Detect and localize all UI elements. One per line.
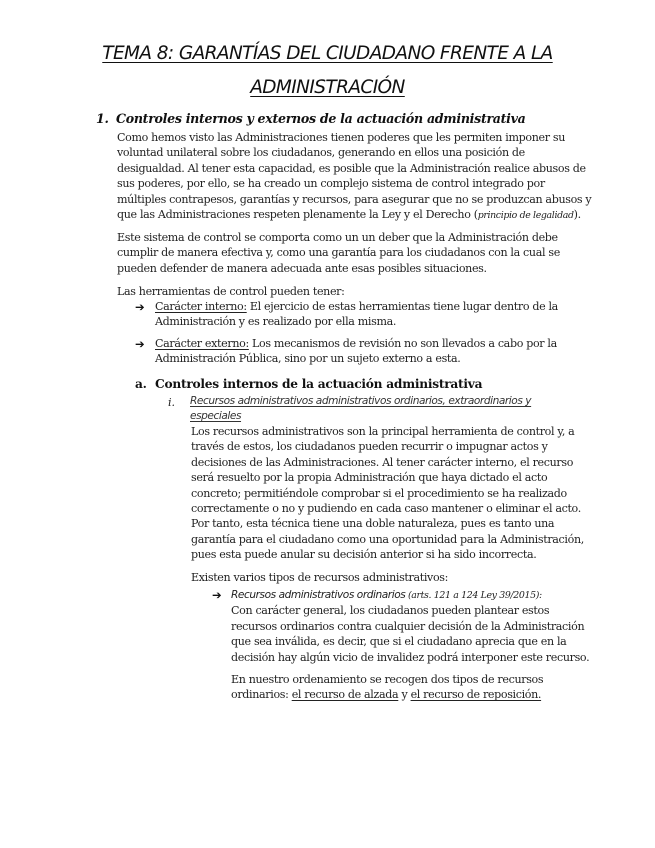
paragraph-2-line: Este sistema de control se comporta como un un deber que la Administración debe [117, 231, 558, 244]
subsection-a-heading [135, 377, 482, 391]
item-i-title-line-2: especiales [190, 410, 242, 423]
bullet-external [155, 336, 557, 367]
bullet-external-line-2: Administración Pública, sino por un sujeto externo a esta. [155, 352, 461, 366]
item-i-body-line: concreto; permitiéndole comprobar si el procedimiento se ha realizado [191, 486, 567, 500]
item-i-body-line: Los recursos administrativos son la principal herramienta de control y, a [191, 425, 575, 438]
section-1-heading [96, 111, 526, 126]
item-i-body [191, 424, 584, 563]
paragraph-2-line: cumplir de manera efectiva y, como una garantía para los ciudadanos con la cual se [117, 246, 560, 260]
item-i-body-line: será resuelto por la propia Administración que haya dictado el acto [191, 471, 548, 485]
principle-of-legality: principio de legalidad [477, 210, 574, 222]
ordinarios-line: decisión hay algún vicio de invalidez podrá interponer este recurso. [231, 650, 590, 664]
paragraph-2-line: pueden defender de manera adecuada ante esas posibles situaciones. [117, 261, 487, 275]
text-segment: ). [573, 208, 581, 222]
item-i-body-line: decisiones de las Administraciones. Al tener carácter interno, el recurso [191, 455, 574, 469]
subsection-a-heading-text: Controles internos de la actuación administrativa [155, 377, 483, 391]
item-i-title-line-1: Recursos administrativos administrativos ordinarios, extraordinarios y [190, 395, 532, 407]
ordinarios-types-line-2 [231, 687, 543, 702]
ordinarios-block [231, 587, 589, 665]
text-segment: El ejercicio de estas herramientas tiene lugar dentro de la [246, 300, 558, 313]
paragraph-2 [117, 230, 560, 276]
paragraph-1-line: sus poderes, por ello, se ha creado un complejo sistema de control integrado por [117, 177, 545, 191]
document-title-line-2: ADMINISTRACIÓN [250, 77, 405, 98]
section-1-heading-text: Controles internos y externos de la actuación administrativa [116, 111, 526, 126]
paragraph-3 [117, 284, 345, 299]
arrow-right-icon: ➔ [212, 588, 222, 602]
item-i-body-line: correctamente o no y pudiendo en cada caso mantener o eliminar el acto. [191, 502, 581, 516]
item-i-body-line: Por tanto, esta técnica tiene una doble naturaleza, pues es tanto una [191, 517, 555, 531]
ordinarios-legal-reference: (arts. 121 a 124 Ley 39/2015): [405, 590, 542, 601]
paragraph-1-line: múltiples contrapesos, garantías y recursos, para asegurar que no se produzcan abusos y [117, 192, 592, 206]
section-1-number: 1. [96, 111, 109, 126]
item-i-body-line: pues esta puede anular su decisión anterior si ha sido incorrecta. [191, 548, 537, 562]
arrow-right-icon: ➔ [135, 300, 145, 314]
paragraph-1-line: desigualdad. Al tener esta capacidad, es posible que la Administración realice abusos de [117, 161, 586, 175]
ordinarios-title: Recursos administrativos ordinarios [231, 589, 406, 601]
bullet-external-label: Carácter externo: [155, 337, 249, 350]
text-segment: y [398, 688, 411, 702]
item-i-title [190, 394, 531, 425]
ordinarios-line: Con carácter general, los ciudadanos pueden plantear estos [231, 604, 550, 618]
bullet-internal [155, 299, 558, 330]
paragraph-1-line-6 [117, 207, 591, 223]
paragraph-1 [117, 130, 591, 223]
bullet-internal-line-1 [155, 299, 558, 314]
paragraph-1-line: voluntad unilateral sobre los ciudadanos, generando en ellos una posición de [117, 146, 525, 160]
ordinarios-types-paragraph [231, 672, 543, 703]
document-title-line-1: TEMA 8: GARANTÍAS DEL CIUDADANO FRENTE A LA [102, 43, 553, 64]
item-i-body-line: garantía para el ciudadano como una oportunidad para la Administración, [191, 532, 584, 546]
ordinarios-types-line-1: En nuestro ordenamiento se recogen dos tipos de recursos [231, 673, 544, 686]
item-i-numeral: i. [168, 396, 176, 409]
arrow-right-icon: ➔ [135, 337, 145, 351]
bullet-internal-label: Carácter interno: [155, 300, 247, 313]
subsection-a-letter: a. [135, 377, 147, 391]
types-intro-line: Existen varios tipos de recursos administrativos: [191, 571, 449, 584]
bullet-external-line-1 [155, 336, 557, 351]
paragraph-3-line: Las herramientas de control pueden tener: [117, 285, 345, 298]
recurso-de-reposicion-ref: el recurso de reposición. [410, 688, 542, 702]
paragraph-1-line: Como hemos visto las Administraciones tienen poderes que les permiten imponer su [117, 131, 566, 144]
recurso-de-alzada-ref: el recurso de alzada [291, 688, 399, 702]
types-intro [191, 570, 448, 585]
ordinarios-title-line [231, 587, 589, 603]
bullet-internal-line-2: Administración y es realizado por ella misma. [155, 315, 397, 329]
text-segment: que las Administraciones respeten plenamente la Ley y el Derecho ( [117, 208, 478, 222]
ordinarios-line: recursos ordinarios contra cualquier decisión de la Administración [231, 619, 585, 633]
item-i-body-line: través de estos, los ciudadanos pueden recurrir o impugnar actos y [191, 440, 548, 454]
ordinarios-line: que sea inválida, es decir, que si el ciudadano aprecia que en la [231, 635, 567, 649]
text-segment: Los mecanismos de revisión no son llevados a cabo por la [248, 337, 557, 350]
text-segment: ordinarios: [231, 688, 292, 702]
